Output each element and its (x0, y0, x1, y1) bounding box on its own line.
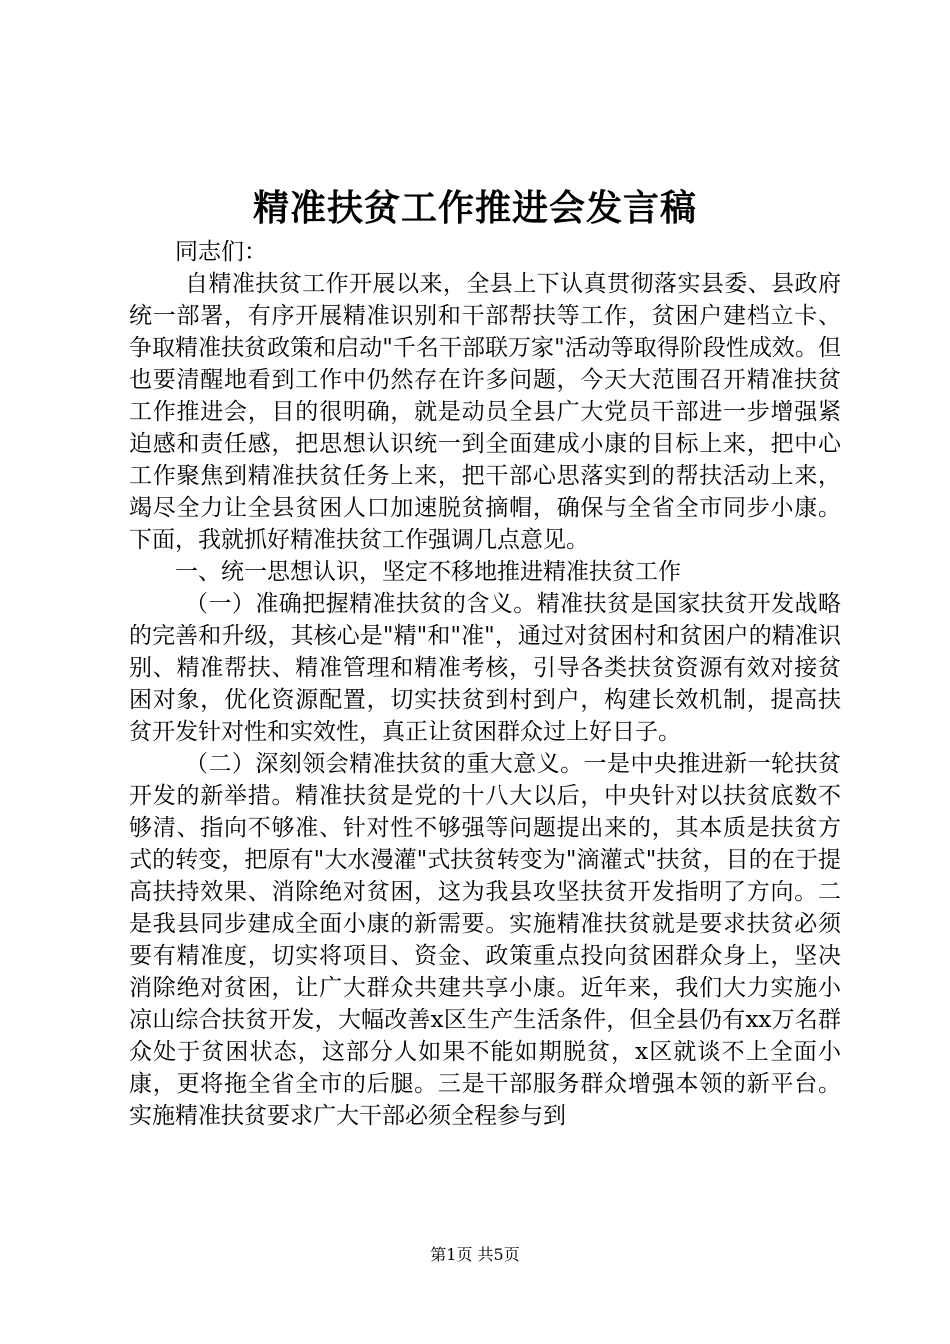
paragraph-intro: 自精准扶贫工作开展以来，全县上下认真贯彻落实县委、县政府统一部署，有序开展精准识别和干部帮扶等工作，贫困户建档立卡、争取精准扶贫政策和启动"千名干部联万家"活动等取得阶段性成效。但也要清醒地看到工作中仍然存在许多问题，今天大范围召开精准扶贫工作推进会，目的很明确，就是动员全县广大党员干部进一步增强紧迫感和责任感，把思想认识统一到全面建成小康的目标上来，把中心工作聚焦到精准扶贫任务上来，把干部心思落实到的帮扶活动上来，竭尽全力让全县贫困人口加速脱贫摘帽，确保与全省全市同步小康。下面，我就抓好精准扶贫工作强调几点意见。 (129, 271, 841, 553)
paragraph-subsection-2: （二）深刻领会精准扶贫的重大意义。一是中央推进新一轮扶贫开发的新举措。精准扶贫是党的十八大以后，中央针对以扶贫底数不够清、指向不够准、针对性不够强等问题提出来的，其本质是扶贫方式的转变，把原有"大水漫灌"式扶贫转变为"滴灌式"扶贫，目的在于提高扶持效果、消除绝对贫困，这为我县攻坚扶贫开发指明了方向。二是我县同步建成全面小康的新需要。实施精准扶贫就是要求扶贫必须要有精准度，切实将项目、资金、政策重点投向贫困群众身上，坚决消除绝对贫困，让广大群众共建共享小康。近年来，我们大力实施小凉山综合扶贫开发，大幅改善x区生产生活条件，但全县仍有xx万名群众处于贫困状态，这部分人如果不能如期脱贫，x区就谈不上全面小康，更将拖全省全市的后腿。三是干部服务群众增强本领的新平台。实施精准扶贫要求广大干部必须全程参与到 (129, 751, 841, 1129)
section-heading-1: 一、统一思想认识，坚定不移地推进精准扶贫工作 (175, 559, 681, 585)
paragraph-subsection-1: （一）准确把握精准扶贫的含义。精准扶贫是国家扶贫开发战略的完善和升级，其核心是"精"和"准"，通过对贫困村和贫困户的精准识别、精准帮扶、精准管理和精准考核，引导各类扶贫资源有效对接贫困对象，优化资源配置，切实扶贫到村到户，构建长效机制，提高扶贫开发针对性和实效性，真正让贫困群众过上好日子。 (129, 591, 841, 745)
page-footer: 第1页 共5页 (430, 1245, 520, 1264)
document-title: 精准扶贫工作推进会发言稿 (252, 187, 697, 229)
salutation: 同志们： (175, 239, 267, 265)
document-body (129, 236, 841, 1132)
